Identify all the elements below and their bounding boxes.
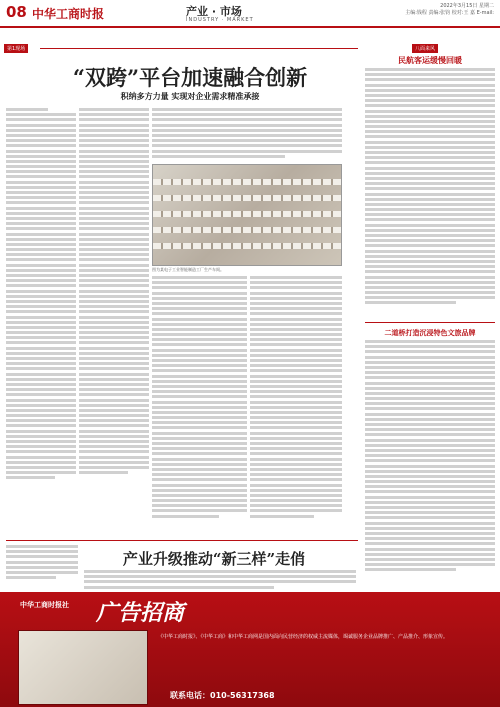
sidebar-article-2 (365, 340, 495, 573)
factory-photo (152, 164, 342, 266)
ad-headline: 广告招商 (96, 600, 185, 626)
header-meta (405, 3, 494, 17)
sidebar-headline-2: 二道桥打造沉浸特色文旅品牌 (384, 329, 476, 337)
issue-date: 2022年3月15日 星期二 (440, 3, 494, 9)
ad-photo (18, 630, 148, 705)
article2-body (84, 570, 356, 591)
section-title: 产业 · 市场 (186, 5, 242, 18)
article-intro-text (152, 108, 342, 160)
page-header (0, 0, 500, 28)
paper-name: 中华工商时报 (32, 7, 105, 21)
column-tag: 第1现场 (4, 44, 28, 53)
sidebar-article-1 (365, 68, 495, 307)
editors-line: 主编:钱程 责编:张钧 校对:王 嘉 E-mail: (405, 10, 494, 16)
photo-caption: 图为某电子工业智能制造工厂生产车间。 (152, 267, 224, 272)
page-number: 08 (6, 3, 27, 21)
advertisement-banner[interactable] (0, 592, 500, 707)
section-title-en: INDUSTRY · MARKET (186, 17, 254, 23)
ad-phone[interactable]: 联系电话：010-56317368 (170, 691, 275, 700)
sidebar-tag: 八面来风 (412, 44, 438, 53)
article-column-3 (152, 276, 247, 520)
article-column-2 (79, 108, 149, 476)
article-column-4 (250, 276, 342, 520)
sidebar-headline: 民航客运缓慢回暖 (398, 56, 462, 65)
article-column-1 (6, 108, 76, 482)
ad-body-text: 《中华工商时报》、《中华工商》和中华工商网是国内面向民营经济的权威主流媒体，竭诚服务企业品牌推广、产品推介、形象宣传。 (158, 634, 449, 640)
ad-brand: 中华工商时报社 (20, 601, 69, 609)
article2-column-1 (6, 545, 78, 581)
article-headline: “双跨”平台加速融合创新 (72, 65, 308, 90)
article2-headline: 产业升级推动“新三样”走俏 (122, 550, 306, 568)
article-subheadline: 积纳多方力量 实现对企业需求精准承接 (120, 92, 260, 101)
